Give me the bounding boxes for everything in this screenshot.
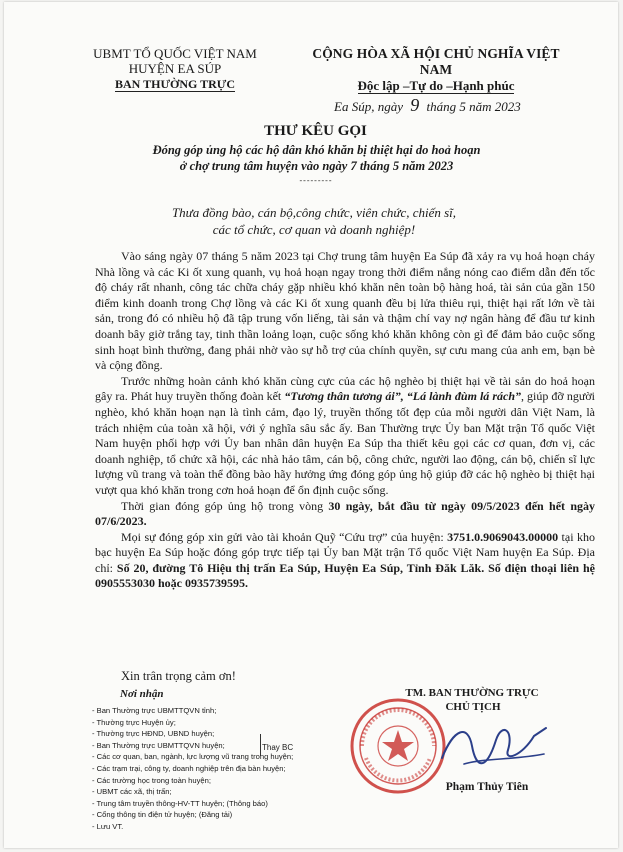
contact-address: Số 20, đường Tô Hiệu thị trấn Ea Súp, Huyện Ea Súp, Tỉnh Đăk Lăk. Số điện thoại liên hệ 0905553030 hoặc 0935739595.	[95, 560, 595, 591]
recipients-list	[92, 705, 332, 833]
closing-thanks: Xin trân trọng cảm ơn!	[121, 669, 236, 683]
account-text-b: tại kho bạc huyện Ea Súp hoặc đóng góp trực tiếp tại Ủy ban Mặt trận Tổ quốc Việt Nam huyện Ea Súp. Địa chỉ:	[95, 529, 596, 575]
on-behalf-of: TM. BAN THƯỜNG TRỰC	[405, 687, 539, 699]
recipient-item: - Ban Thường trực UBMTTQVN huyện;	[92, 740, 225, 750]
recipient-item: - Thường trực HĐND, UBND huyện;	[92, 729, 215, 739]
recipient-item: - Cổng thông tin điện tử huyện; (Đăng tải)	[92, 810, 233, 820]
handwritten-signature	[434, 710, 554, 780]
recipient-item: - Trung tâm truyền thông-HV-TT huyện; (Thông báo)	[92, 798, 268, 808]
signer-role: CHỦ TỊCH	[445, 701, 501, 713]
org-line-2: HUYỆN EA SÚP	[128, 61, 222, 76]
account-number: 3751.0.9069043.00000	[447, 529, 559, 544]
subtitle-line-1: Đóng góp ủng hộ các hộ dân khó khăn bị thiệt hại do hoả hoạn	[152, 143, 481, 157]
timeframe-text: Thời gian đóng góp ủng hộ trong vòng	[121, 498, 329, 513]
dateline	[334, 95, 594, 116]
title-divider: ---------	[299, 176, 333, 185]
subtitle-line-2: ở chợ trung tâm huyện vào ngày 7 tháng 5 năm 2023	[179, 159, 454, 173]
national-header	[296, 46, 576, 94]
document-page	[4, 2, 618, 848]
nation-name: CỘNG HÒA XÃ HỘI CHỦ NGHĨA VIỆT NAM	[312, 46, 560, 77]
document-title: THƯ KÊU GỌI	[264, 123, 367, 139]
paragraph-account	[95, 530, 595, 592]
recipients-heading: Nơi nhận	[120, 688, 164, 700]
salutation	[144, 204, 484, 238]
recipient-item: - UBMT các xã, thị trấn;	[92, 787, 172, 797]
account-text-a: Mọi sự đóng góp xin gửi vào tài khoản Quỹ “Cứu trợ” của huyện:	[121, 529, 448, 544]
recipient-item: - Ban Thường trực UBMTTQVN tỉnh;	[92, 706, 217, 715]
letter-body	[95, 249, 595, 592]
org-line-1: UBMT TỔ QUỐC VIỆT NAM	[93, 46, 257, 61]
document-subtitle	[114, 142, 519, 174]
in-lieu-of-report-note: Thay BC	[262, 743, 294, 752]
dateline-prefix: Ea Súp, ngày	[334, 99, 403, 114]
appeal-text-a: Trước những hoàn cảnh khó khăn cùng cực của các hộ nghèo bị thiệt hại về tài sản do hoả hoạn gây ra. Phát huy truyền thống đoàn kết	[95, 373, 595, 404]
salutation-line-1: Thưa đồng bào, cán bộ,công chức, viên chức, chiến sĩ,	[171, 205, 457, 220]
paragraph-timeframe	[95, 499, 595, 530]
recipient-item: - Các cơ quan, ban, ngành, lực lượng vũ trang trong huyện;	[92, 752, 294, 762]
recipient-item: - Lưu VT.	[92, 821, 124, 831]
signer-name: Phạm Thủy Tiên	[445, 781, 529, 793]
recipients-bracket	[256, 734, 261, 756]
recipient-item: - Các trạm trại, công ty, doanh nghiệp trên địa bàn huyện;	[92, 763, 286, 773]
recipient-item: - Thường trực Huyện ủy;	[92, 717, 176, 727]
salutation-line-2: các tổ chức, cơ quan và doanh nghiệp!	[212, 222, 416, 237]
paragraph-incident: Vào sáng ngày 07 tháng 5 năm 2023 tại Chợ trung tâm huyện Ea Súp đã xảy ra vụ hoả hoạn cháy Nhà lồng và các Ki ốt xung quanh, vụ hoả hoạn ngay trong thời điểm nắng nóng cao điểm dẫn đến tốc độ cháy rất nhanh, công tác chữa cháy gặp nhiều khó khăn nên toàn bộ hàng hoá, tài sản của gần 150 điểm kinh doanh trong Chợ lồng và các Ki ốt xung quanh đều bị lửa thiêu rụi, thiệt hại rất lớn về tài sản, trong đó có nhiều hộ đã tập trung vốn liếng, tài sản và thậm chí vay nợ ngân hàng để đầu tư kinh doanh bây giờ trắng tay, tinh thần loảng loạn, cuộc sống khó khăn không còn gì để đảm bảo cuộc sống sinh hoạt bình thường, đang phải nhờ vào sự hỗ trợ của chính quyền, sự cưu mang của anh em, bạn bè và cộng đồng.	[95, 249, 595, 373]
recipient-item: - Các trường học trong toàn huyện;	[92, 775, 211, 785]
org-line-3: BAN THƯỜNG TRỰC	[114, 77, 235, 91]
appeal-text-b: , giúp đỡ người nghèo, khó khăn hoạn nạn là tình cảm, đạo lý, truyền thống tốt đẹp của mỗi người dân Việt Nam, là trách nhiệm của toàn xã hội, với ý nghĩa sâu sắc ấy. Ban Thường trực Ủy ban Mặt trận Tổ quốc Việt Nam huyện phối hợp với Ủy ban nhân dân huyện Ea Súp tha thiết kêu gọi các cơ quan, đơn vị, các doanh nghiệp, tổ chức xã hội, các nhà hảo tâm, cán bộ, công chức, người lao động, cán bộ, chiến sĩ lực lượng vũ trang và toàn thể đồng bào hãy hưởng ứng đóng góp ủng hộ giúp đỡ các hộ nghèo bị thiệt hại vượt qua khó khăn trong cơn hoả hoạn để ổn định cuộc sống.	[95, 389, 595, 497]
timeframe-dates: 30 ngày, bắt đầu từ ngày 09/5/2023 đến hết ngày 07/6/2023.	[95, 498, 595, 529]
dateline-suffix: tháng 5 năm 2023	[426, 99, 521, 114]
national-motto: Độc lập –Tự do –Hạnh phúc	[357, 78, 515, 93]
issuing-organization	[80, 46, 270, 92]
paragraph-appeal	[95, 374, 595, 499]
appeal-quote: “Tương thân tương ái”, “Lá lành đùm lá rách”	[284, 389, 521, 404]
dateline-day: 9	[410, 95, 420, 115]
